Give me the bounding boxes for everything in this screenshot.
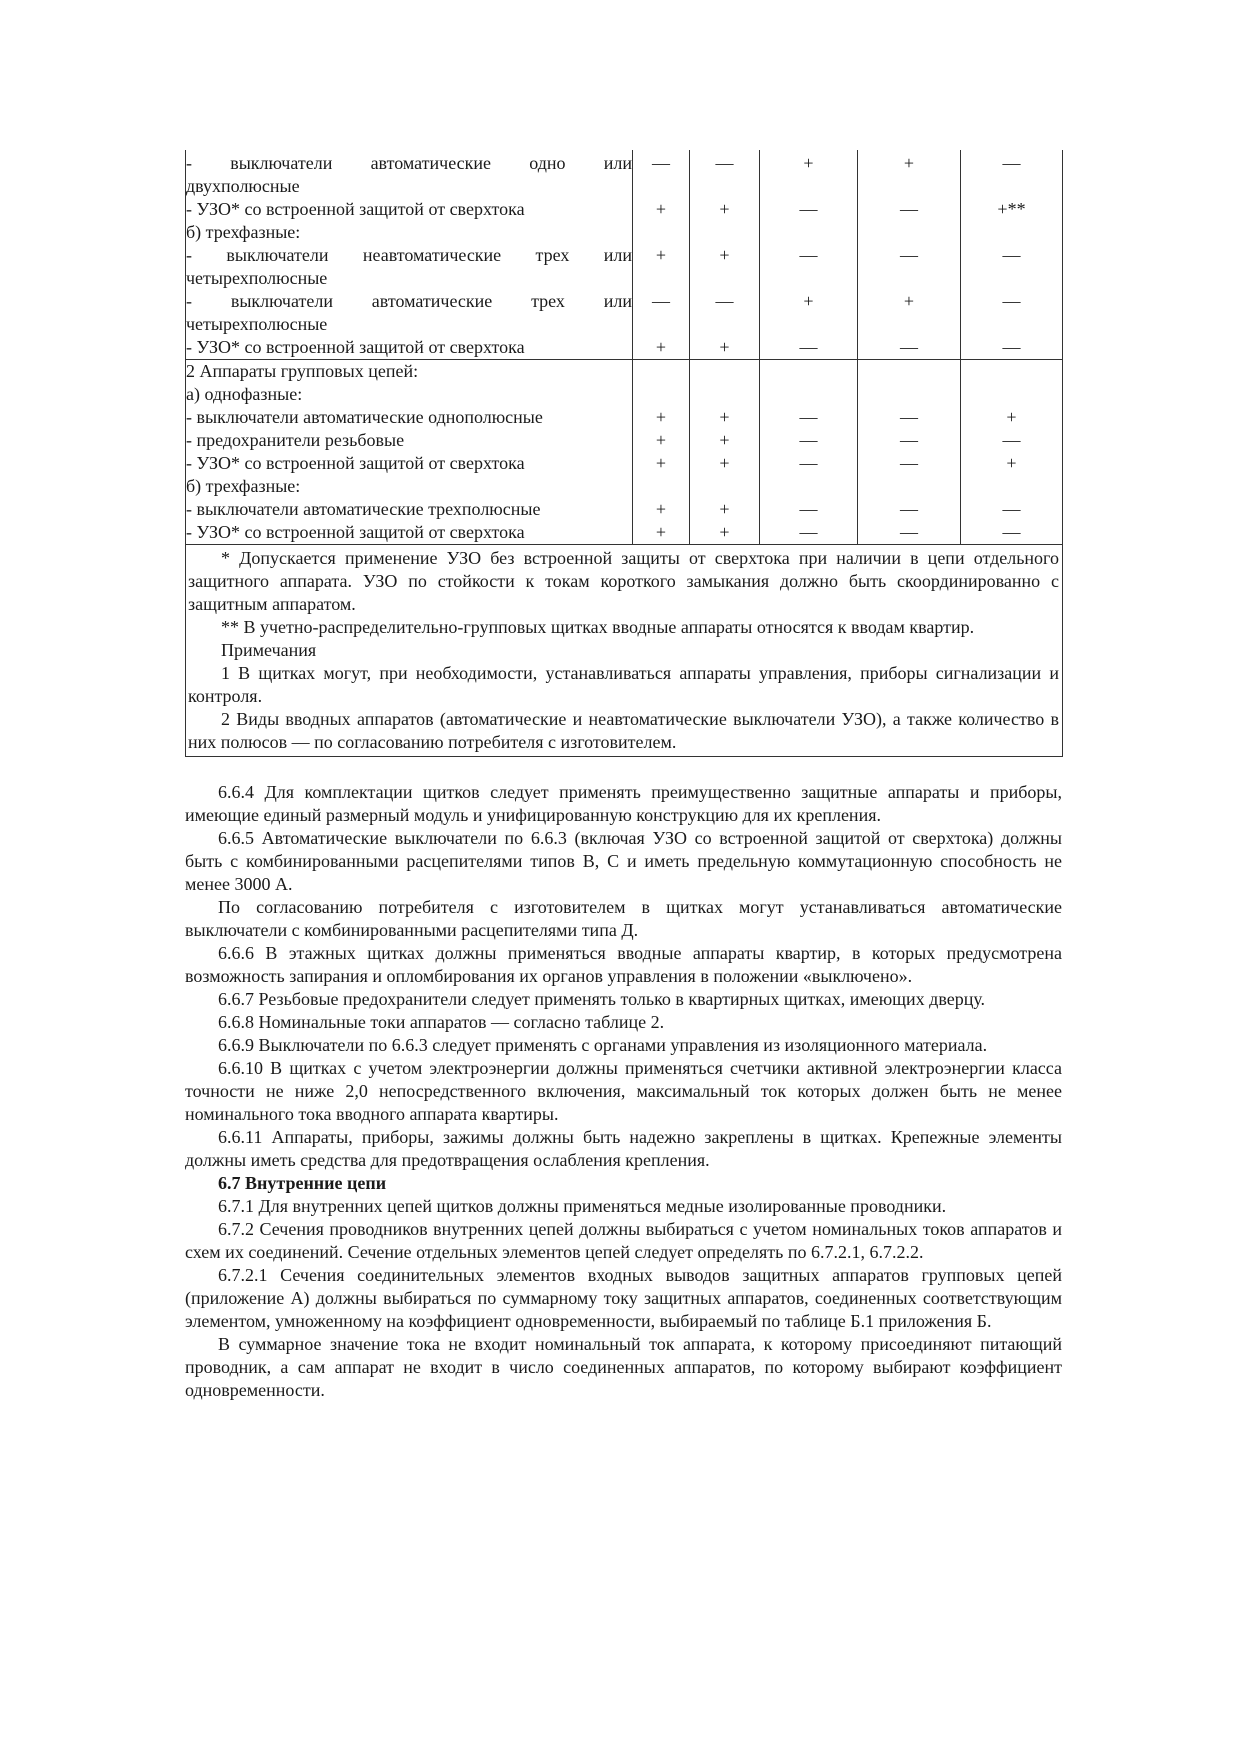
mark-cell bbox=[760, 360, 858, 384]
mark-cell: + bbox=[961, 406, 1063, 429]
table-row bbox=[186, 360, 1063, 384]
mark-cell: — bbox=[760, 521, 858, 545]
apparatus-name-cell bbox=[186, 521, 633, 545]
apparatus-name-line: б) трехфазные: bbox=[186, 476, 301, 496]
mark-cell: — bbox=[858, 429, 961, 452]
apparatus-name-cell bbox=[186, 336, 633, 360]
mark-cell: + bbox=[690, 452, 760, 475]
body-text bbox=[185, 781, 1062, 1402]
apparatus-name-line: - УЗО* со встроенной защитой от сверхтока bbox=[186, 199, 525, 219]
mark-cell bbox=[858, 383, 961, 406]
apparatus-name-line: - выключатели неавтоматические трех или bbox=[186, 245, 632, 265]
mark-cell bbox=[760, 221, 858, 244]
mark-cell: + bbox=[858, 150, 961, 198]
paragraph: По согласованию потребителя с изготовителем в щитках могут устанавливаться автоматические выключатели с комбинированными расцепителями типа Д. bbox=[185, 897, 1062, 940]
mark-cell: — bbox=[760, 406, 858, 429]
apparatus-table bbox=[185, 150, 1063, 757]
table-row bbox=[186, 452, 1063, 475]
mark-cell bbox=[633, 475, 690, 498]
table-row bbox=[186, 336, 1063, 360]
apparatus-name-line: б) трехфазные: bbox=[186, 222, 301, 242]
mark-cell: + bbox=[633, 336, 690, 360]
apparatus-name-cell bbox=[186, 498, 633, 521]
apparatus-name-line: четырехполюсные bbox=[186, 268, 328, 288]
apparatus-name-line: - предохранители резьбовые bbox=[186, 430, 405, 450]
table-row bbox=[186, 498, 1063, 521]
mark-cell: — bbox=[858, 336, 961, 360]
footnote: 2 Виды вводных аппаратов (автоматические и неавтоматические выключатели УЗО), а также количество в них полюсов — по согласованию потребителя с изготовителем. bbox=[188, 709, 1059, 752]
apparatus-name-cell bbox=[186, 360, 633, 384]
mark-cell: + bbox=[633, 198, 690, 221]
table-row bbox=[186, 198, 1063, 221]
mark-cell: — bbox=[961, 498, 1063, 521]
apparatus-name-line: - УЗО* со встроенной защитой от сверхтока bbox=[186, 522, 525, 542]
footnote: * Допускается применение УЗО без встроенной защиты от сверхтока при наличии в цепи отдельного защитного аппарата. УЗО по стойкости к токам короткого замыкания должно быть скоординированно с защитным аппаратом. bbox=[188, 548, 1059, 614]
mark-cell: — bbox=[961, 290, 1063, 336]
mark-cell: — bbox=[690, 150, 760, 198]
apparatus-name-line: - УЗО* со встроенной защитой от сверхтока bbox=[186, 453, 525, 473]
paragraph: 6.6.9 Выключатели по 6.6.3 следует применять с органами управления из изоляционного материала. bbox=[218, 1035, 988, 1055]
mark-cell bbox=[760, 383, 858, 406]
mark-cell: — bbox=[760, 498, 858, 521]
apparatus-name-cell bbox=[186, 475, 633, 498]
table-row bbox=[186, 244, 1063, 290]
apparatus-name-line: - УЗО* со встроенной защитой от сверхтока bbox=[186, 337, 525, 357]
table-row bbox=[186, 521, 1063, 545]
mark-cell: — bbox=[961, 521, 1063, 545]
apparatus-name-cell bbox=[186, 221, 633, 244]
apparatus-name-cell bbox=[186, 406, 633, 429]
mark-cell: — bbox=[760, 244, 858, 290]
apparatus-name-line: - выключатели автоматические трехполюсные bbox=[186, 499, 541, 519]
mark-cell bbox=[690, 360, 760, 384]
table-row bbox=[186, 290, 1063, 336]
mark-cell: + bbox=[633, 452, 690, 475]
paragraph: 6.6.5 Автоматические выключатели по 6.6.3 (включая УЗО со встроенной защитой от сверхтока) должны быть с комбинированными расцепителями типов В, С и иметь предельную коммутационную способность не менее 3000 А. bbox=[185, 828, 1062, 894]
mark-cell: — bbox=[633, 290, 690, 336]
mark-cell bbox=[961, 475, 1063, 498]
mark-cell: + bbox=[760, 290, 858, 336]
footnote: Примечания bbox=[221, 640, 317, 660]
mark-cell: + bbox=[633, 406, 690, 429]
mark-cell: — bbox=[690, 290, 760, 336]
mark-cell bbox=[690, 475, 760, 498]
mark-cell: — bbox=[961, 429, 1063, 452]
table-row bbox=[186, 475, 1063, 498]
apparatus-name-cell bbox=[186, 452, 633, 475]
mark-cell: + bbox=[690, 244, 760, 290]
mark-cell: — bbox=[858, 521, 961, 545]
mark-cell: + bbox=[690, 198, 760, 221]
document-page bbox=[185, 150, 1062, 1402]
apparatus-name-line: четырехполюсные bbox=[186, 314, 328, 334]
mark-cell bbox=[858, 360, 961, 384]
footnotes-cell bbox=[186, 545, 1063, 757]
mark-cell: + bbox=[961, 452, 1063, 475]
apparatus-name-cell bbox=[186, 290, 633, 336]
mark-cell bbox=[633, 383, 690, 406]
mark-cell bbox=[633, 221, 690, 244]
mark-cell: — bbox=[961, 244, 1063, 290]
table-row bbox=[186, 221, 1063, 244]
mark-cell: +** bbox=[961, 198, 1063, 221]
mark-cell: — bbox=[760, 336, 858, 360]
mark-cell: + bbox=[633, 498, 690, 521]
mark-cell: + bbox=[690, 336, 760, 360]
mark-cell: — bbox=[760, 452, 858, 475]
paragraph: 6.7.1 Для внутренних цепей щитков должны применяться медные изолированные проводники. bbox=[218, 1196, 947, 1216]
mark-cell bbox=[633, 360, 690, 384]
apparatus-name-line: - выключатели автоматические одно или bbox=[186, 153, 632, 173]
mark-cell: + bbox=[760, 150, 858, 198]
paragraph: 6.6.11 Аппараты, приборы, зажимы должны быть надежно закреплены в щитках. Крепежные элементы должны иметь средства для предотвращения ослабления крепления. bbox=[185, 1127, 1062, 1170]
paragraph: 6.6.8 Номинальные токи аппаратов — согласно таблице 2. bbox=[218, 1012, 665, 1032]
mark-cell bbox=[858, 221, 961, 244]
footnote: ** В учетно-распределительно-групповых щитках вводные аппараты относятся к вводам квартир. bbox=[221, 617, 975, 637]
mark-cell bbox=[690, 221, 760, 244]
apparatus-name-line: - выключатели автоматические трех или bbox=[186, 291, 632, 311]
footnotes-row bbox=[186, 545, 1063, 757]
mark-cell: + bbox=[858, 290, 961, 336]
mark-cell: + bbox=[690, 521, 760, 545]
apparatus-name-line: 2 Аппараты групповых цепей: bbox=[186, 361, 419, 381]
mark-cell: + bbox=[633, 244, 690, 290]
paragraph: 6.7.2.1 Сечения соединительных элементов входных выводов защитных аппаратов групповых цепей (приложение А) должны выбираться по суммарному току защитных аппаратов, соединенных соответствующим элементом, умноженному на коэффициент одновременности, выбираемый по таблице Б.1 приложения Б. bbox=[185, 1265, 1062, 1331]
paragraph: 6.6.6 В этажных щитках должны применяться вводные аппараты квартир, в которых предусмотрена возможность запирания и опломбирования их органов управления в положении «выключено». bbox=[185, 943, 1062, 986]
mark-cell bbox=[690, 383, 760, 406]
mark-cell bbox=[961, 221, 1063, 244]
mark-cell bbox=[961, 383, 1063, 406]
mark-cell: + bbox=[690, 429, 760, 452]
mark-cell: — bbox=[858, 244, 961, 290]
mark-cell: — bbox=[961, 150, 1063, 198]
mark-cell bbox=[961, 360, 1063, 384]
table-row bbox=[186, 406, 1063, 429]
mark-cell: — bbox=[858, 498, 961, 521]
apparatus-name-cell bbox=[186, 150, 633, 198]
apparatus-name-line: а) однофазные: bbox=[186, 384, 303, 404]
table-row bbox=[186, 383, 1063, 406]
paragraph: В суммарное значение тока не входит номинальный ток аппарата, к которому присоединяют питающий проводник, а сам аппарат не входит в число соединенных аппаратов, по которому выбирают коэффициент одновременности. bbox=[185, 1334, 1062, 1400]
apparatus-table-body bbox=[186, 150, 1063, 757]
apparatus-name-line: - выключатели автоматические однополюсные bbox=[186, 407, 543, 427]
mark-cell bbox=[858, 475, 961, 498]
mark-cell: — bbox=[760, 198, 858, 221]
mark-cell: — bbox=[633, 150, 690, 198]
mark-cell: — bbox=[858, 406, 961, 429]
mark-cell: + bbox=[633, 429, 690, 452]
mark-cell bbox=[760, 475, 858, 498]
paragraph: 6.6.7 Резьбовые предохранители следует применять только в квартирных щитках, имеющих дверцу. bbox=[218, 989, 986, 1009]
paragraph: 6.6.10 В щитках с учетом электроэнергии должны применяться счетчики активной электроэнергии класса точности не ниже 2,0 непосредственного включения, максимальный ток которых должен быть не менее номинального тока вводного аппарата квартиры. bbox=[185, 1058, 1062, 1124]
paragraph: 6.6.4 Для комплектации щитков следует применять преимущественно защитные аппараты и приборы, имеющие единый размерный модуль и унифицированную конструкцию для их крепления. bbox=[185, 782, 1062, 825]
mark-cell: — bbox=[760, 429, 858, 452]
table-row bbox=[186, 150, 1063, 198]
apparatus-name-cell bbox=[186, 429, 633, 452]
footnote: 1 В щитках могут, при необходимости, устанавливаться аппараты управления, приборы сигнализации и контроля. bbox=[188, 663, 1059, 706]
apparatus-name-line: двухполюсные bbox=[186, 176, 300, 196]
section-heading: 6.7 Внутренние цепи bbox=[218, 1173, 387, 1193]
mark-cell: + bbox=[690, 406, 760, 429]
mark-cell: — bbox=[858, 452, 961, 475]
mark-cell: + bbox=[690, 498, 760, 521]
paragraph: 6.7.2 Сечения проводников внутренних цепей должны выбираться с учетом номинальных токов аппаратов и схем их соединений. Сечение отдельных элементов цепей следует определять по 6.7.2.1, 6.7.2.2. bbox=[185, 1219, 1062, 1262]
table-row bbox=[186, 429, 1063, 452]
apparatus-name-cell bbox=[186, 198, 633, 221]
mark-cell: — bbox=[961, 336, 1063, 360]
mark-cell: + bbox=[633, 521, 690, 545]
apparatus-name-cell bbox=[186, 244, 633, 290]
apparatus-name-cell bbox=[186, 383, 633, 406]
mark-cell: — bbox=[858, 198, 961, 221]
